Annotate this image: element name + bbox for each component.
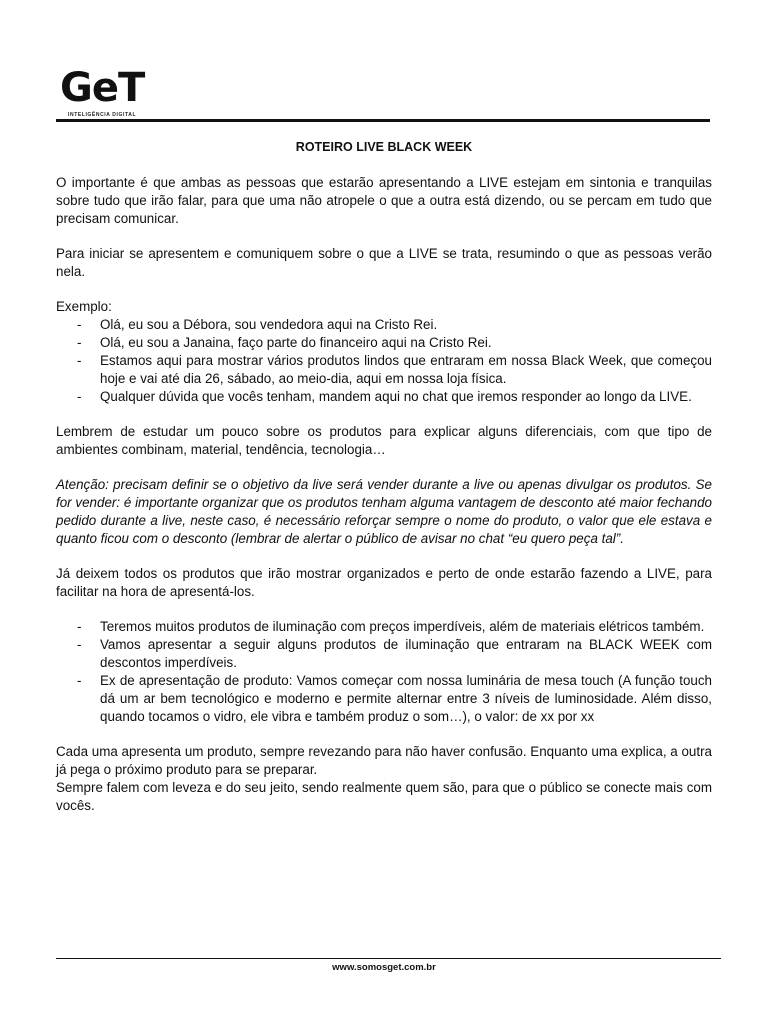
bullet-dash: - [77,673,82,688]
intro-paragraph: O importante é que ambas as pessoas que estarão apresentando a LIVE estejam em sintonia e tranquilas sobre tudo que irão falar, para que uma não atropele o que a outra está dizendo, ou se percam em tudo que precisam comunicar. [56,175,712,226]
document-body [56,138,712,815]
list-item-text: Olá, eu sou a Janaina, faço parte do financeiro aqui na Cristo Rei. [100,335,492,350]
list-item [56,636,712,672]
list-item [56,618,712,636]
alternate-paragraph: Cada uma apresenta um produto, sempre revezando para não haver confusão. Enquanto uma explica, a outra já pega o próximo produto para se preparar. [56,744,712,777]
list-item-text: Ex de apresentação de produto: Vamos começar com nossa luminária de mesa touch (A função touch dá um ar bem tecnológico e moderno e permite alternar entre 3 níveis de luminosidade. Além disso, quando tocamos o vidro, ele vibra e também produz o som…), o valor: de xx por xx [100,673,712,724]
list-item [56,352,712,388]
header-divider [56,119,710,122]
logo-subtitle: INTELIGÊNCIA DIGITAL [68,112,137,118]
list-item [56,334,712,352]
example-list [56,316,712,406]
footer-website: www.somosget.com.br [332,962,436,973]
start-paragraph: Para iniciar se apresentem e comuniquem sobre o que a LIVE se trata, resumindo o que as pessoas verão nela. [56,246,712,279]
bullet-dash: - [77,335,82,350]
closing-paragraph: Sempre falem com leveza e do seu jeito, sendo realmente quem são, para que o público se conecte mais com vocês. [56,780,712,813]
list-item-text: Vamos apresentar a seguir alguns produtos de iluminação que entraram na BLACK WEEK com descontos imperdíveis. [100,637,712,670]
bullet-dash: - [77,619,82,634]
list-item-text: Estamos aqui para mostrar vários produtos lindos que entraram em nossa Black Week, que começou hoje e vai até dia 26, sábado, ao meio-dia, aqui em nossa loja física. [100,353,712,386]
bullet-dash: - [77,389,82,404]
example-label: Exemplo: [56,299,112,314]
bullet-dash: - [77,317,82,332]
bullet-dash: - [77,637,82,652]
product-list [56,618,712,726]
list-item [56,672,712,726]
get-logo: GeT [60,65,145,111]
list-item-text: Teremos muitos produtos de iluminação com preços imperdíveis, além de materiais elétricos também. [100,619,705,634]
study-paragraph: Lembrem de estudar um pouco sobre os produtos para explicar alguns diferenciais, com que tipo de ambientes combinam, material, tendência, tecnologia… [56,424,712,457]
document-title: ROTEIRO LIVE BLACK WEEK [295,140,473,154]
page-header [56,66,710,124]
list-item [56,388,712,406]
organize-paragraph: Já deixem todos os produtos que irão mostrar organizados e perto de onde estarão fazendo a LIVE, para facilitar na hora de apresentá-los. [56,566,712,599]
list-item-text: Qualquer dúvida que vocês tenham, mandem aqui no chat que iremos responder ao longo da LIVE. [100,389,692,404]
list-item [56,316,712,334]
attention-paragraph: Atenção: precisam definir se o objetivo da live será vender durante a live ou apenas divulgar os produtos. Se for vender: é importante organizar que os produtos tenham alguma vantagem de desconto até maior fechando pedido durante a live, neste caso, é necessário reforçar sempre o nome do produto, o valor que ele estava e quanto ficou com o desconto (lembrar de alertar o público de avisar no chat “eu quero peça tal”. [56,477,712,546]
list-item-text: Olá, eu sou a Débora, sou vendedora aqui na Cristo Rei. [100,317,438,332]
bullet-dash: - [77,353,82,368]
footer-divider [56,958,721,959]
